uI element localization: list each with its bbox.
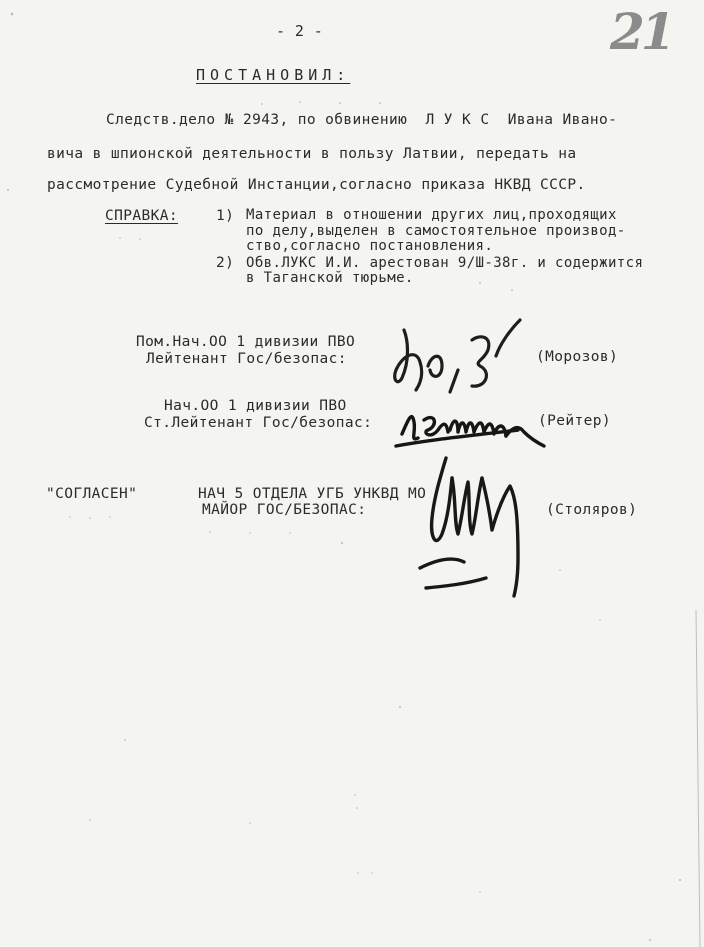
spravka-item-2-line-2: в Таганской тюрьме.: [246, 270, 414, 286]
spravka-label: СПРАВКА:: [105, 208, 179, 224]
approval-label: "СОГЛАСЕН": [46, 486, 138, 502]
page-number: - 2 -: [276, 22, 324, 40]
signer-2-name: (Рейтер): [538, 413, 612, 429]
signer-2-title-line-1: Нач.ОО 1 дивизии ПВО: [164, 398, 347, 414]
spravka-item-1-number: 1): [216, 208, 235, 224]
approver-title-line-2: МАЙОР ГОС/БЕЗОПАС:: [202, 502, 367, 518]
handwritten-signature-stolyarov: [406, 438, 546, 608]
signer-1-name: (Морозов): [536, 349, 619, 365]
heading-postanovil: ПОСТАНОВИЛ:: [196, 66, 351, 84]
decision-line-3: рассмотрение Судебной Инстанции,согласно приказа НКВД СССР.: [47, 177, 586, 193]
spravka-item-2-number: 2): [216, 255, 235, 271]
approver-title-line-1: НАЧ 5 ОТДЕЛА УГБ УНКВД МО: [198, 486, 427, 502]
archive-page-number: 21: [610, 2, 672, 61]
spravka-item-2-line-1: Обв.ЛУКС И.И. арестован 9/Ш-38г. и содержится: [246, 255, 644, 271]
decision-line-2: вича в шпионской деятельности в пользу Латвии, передать на: [47, 146, 577, 162]
spravka-item-1-line-3: ство,согласно постановления.: [246, 238, 494, 254]
decision-line-1: Следств.дело № 2943, по обвинению Л У К С Ивана Ивано-: [106, 112, 618, 128]
signer-1-title-line-2: Лейтенант Гос/безопас:: [146, 351, 347, 367]
signer-2-title-line-2: Ст.Лейтенант Гос/безопас:: [144, 415, 373, 431]
spravka-item-1-line-1: Материал в отношении других лиц,проходящих: [246, 207, 617, 223]
spravka-item-1-line-2: по делу,выделен в самостоятельное производ-: [246, 223, 626, 239]
approver-name: (Столяров): [546, 502, 638, 518]
signer-1-title-line-1: Пом.Нач.ОО 1 дивизии ПВО: [136, 334, 356, 350]
